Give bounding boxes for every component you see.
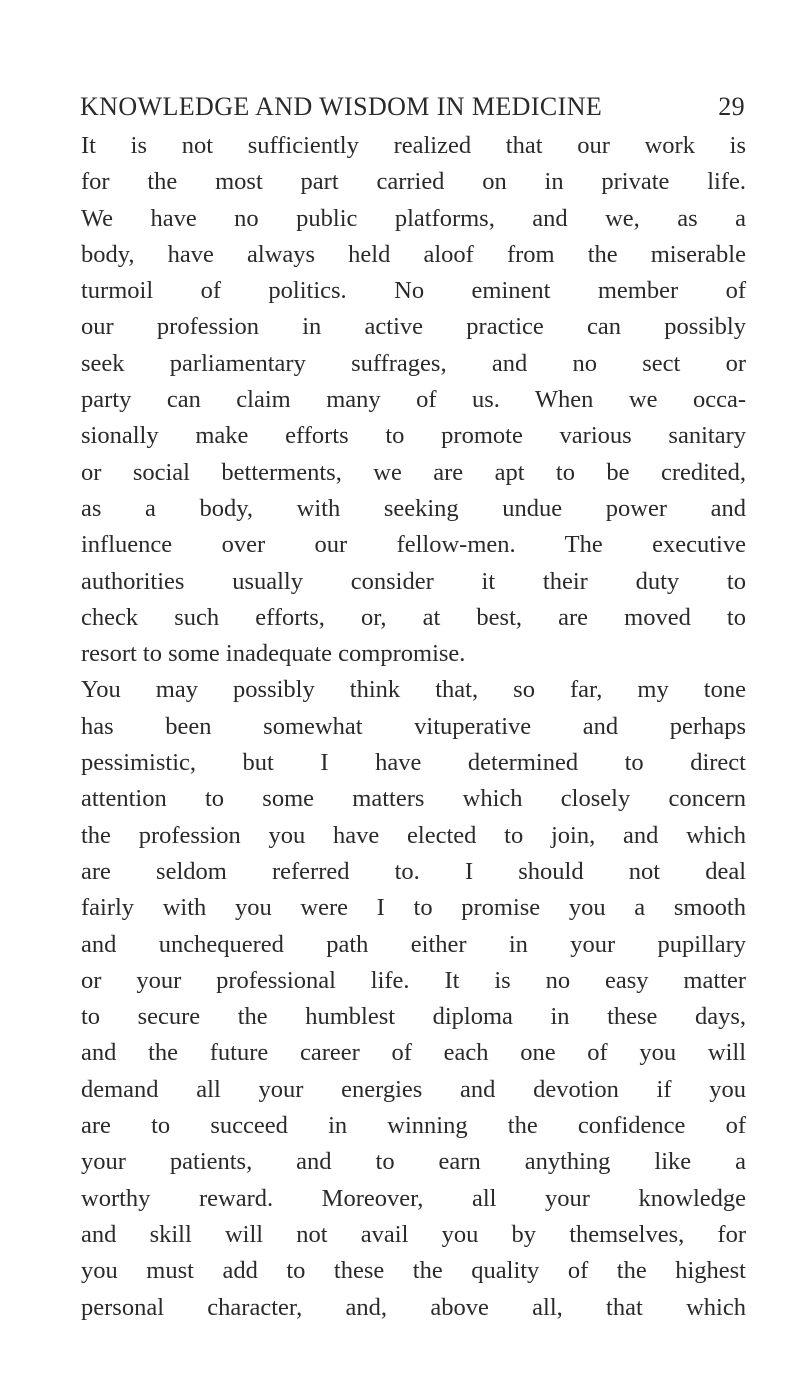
page-number: 29 [718, 92, 745, 121]
text-line: demand all your energies and devotion if you [81, 1075, 746, 1103]
text-line: and the future career of each one of you will [81, 1039, 746, 1067]
text-line: influence over our fellow-men. The executive [81, 531, 746, 559]
text-line: authorities usually consider it their duty to [81, 567, 746, 595]
text-line: body, have always held aloof from the miserable [81, 240, 746, 268]
text-line: and unchequered path either in your pupillary [81, 930, 746, 958]
text-line: It is not sufficiently realized that our work is [81, 132, 746, 159]
text-line: You may possibly think that, so far, my tone [81, 676, 746, 704]
text-line: personal character, and, above all, that which [81, 1293, 746, 1321]
text-line: turmoil of politics. No eminent member of [81, 277, 746, 305]
text-line: as a body, with seeking undue power and [81, 494, 746, 522]
running-head [80, 92, 745, 122]
text-line: worthy reward. Moreover, all your knowledge [81, 1184, 746, 1212]
text-line: to secure the humblest diploma in these days, [81, 1003, 746, 1031]
text-line: attention to some matters which closely concern [81, 785, 746, 813]
text-line: sionally make efforts to promote various sanitary [81, 422, 746, 450]
text-line: your patients, and to earn anything like a [81, 1148, 746, 1176]
text-line: seek parliamentary suffrages, and no sect or [81, 349, 746, 377]
text-line: check such efforts, or, at best, are moved to [81, 603, 746, 631]
body-text [81, 128, 746, 1326]
text-line: are seldom referred to. I should not deal [81, 857, 746, 885]
text-line: our profession in active practice can possibly [81, 313, 746, 341]
text-line: resort to some inadequate compromise. [81, 640, 466, 668]
text-line: are to succeed in winning the confidence of [81, 1112, 746, 1140]
text-line: fairly with you were I to promise you a smooth [81, 894, 746, 922]
text-line: and skill will not avail you by themselves, for [81, 1220, 746, 1248]
text-line: pessimistic, but I have determined to direct [81, 749, 746, 777]
text-line: We have no public platforms, and we, as a [81, 204, 746, 232]
text-line: for the most part carried on in private life. [81, 168, 746, 196]
text-line: you must add to these the quality of the highest [81, 1257, 746, 1285]
text-line: or social betterments, we are apt to be credited, [81, 458, 746, 486]
text-line: has been somewhat vituperative and perhaps [81, 712, 746, 740]
text-line: or your professional life. It is no easy matter [81, 966, 746, 994]
running-head-title: KNOWLEDGE AND WISDOM IN MEDICINE [80, 92, 603, 121]
text-line: party can claim many of us. When we occa- [81, 386, 746, 414]
text-line: the profession you have elected to join, and which [81, 821, 746, 849]
